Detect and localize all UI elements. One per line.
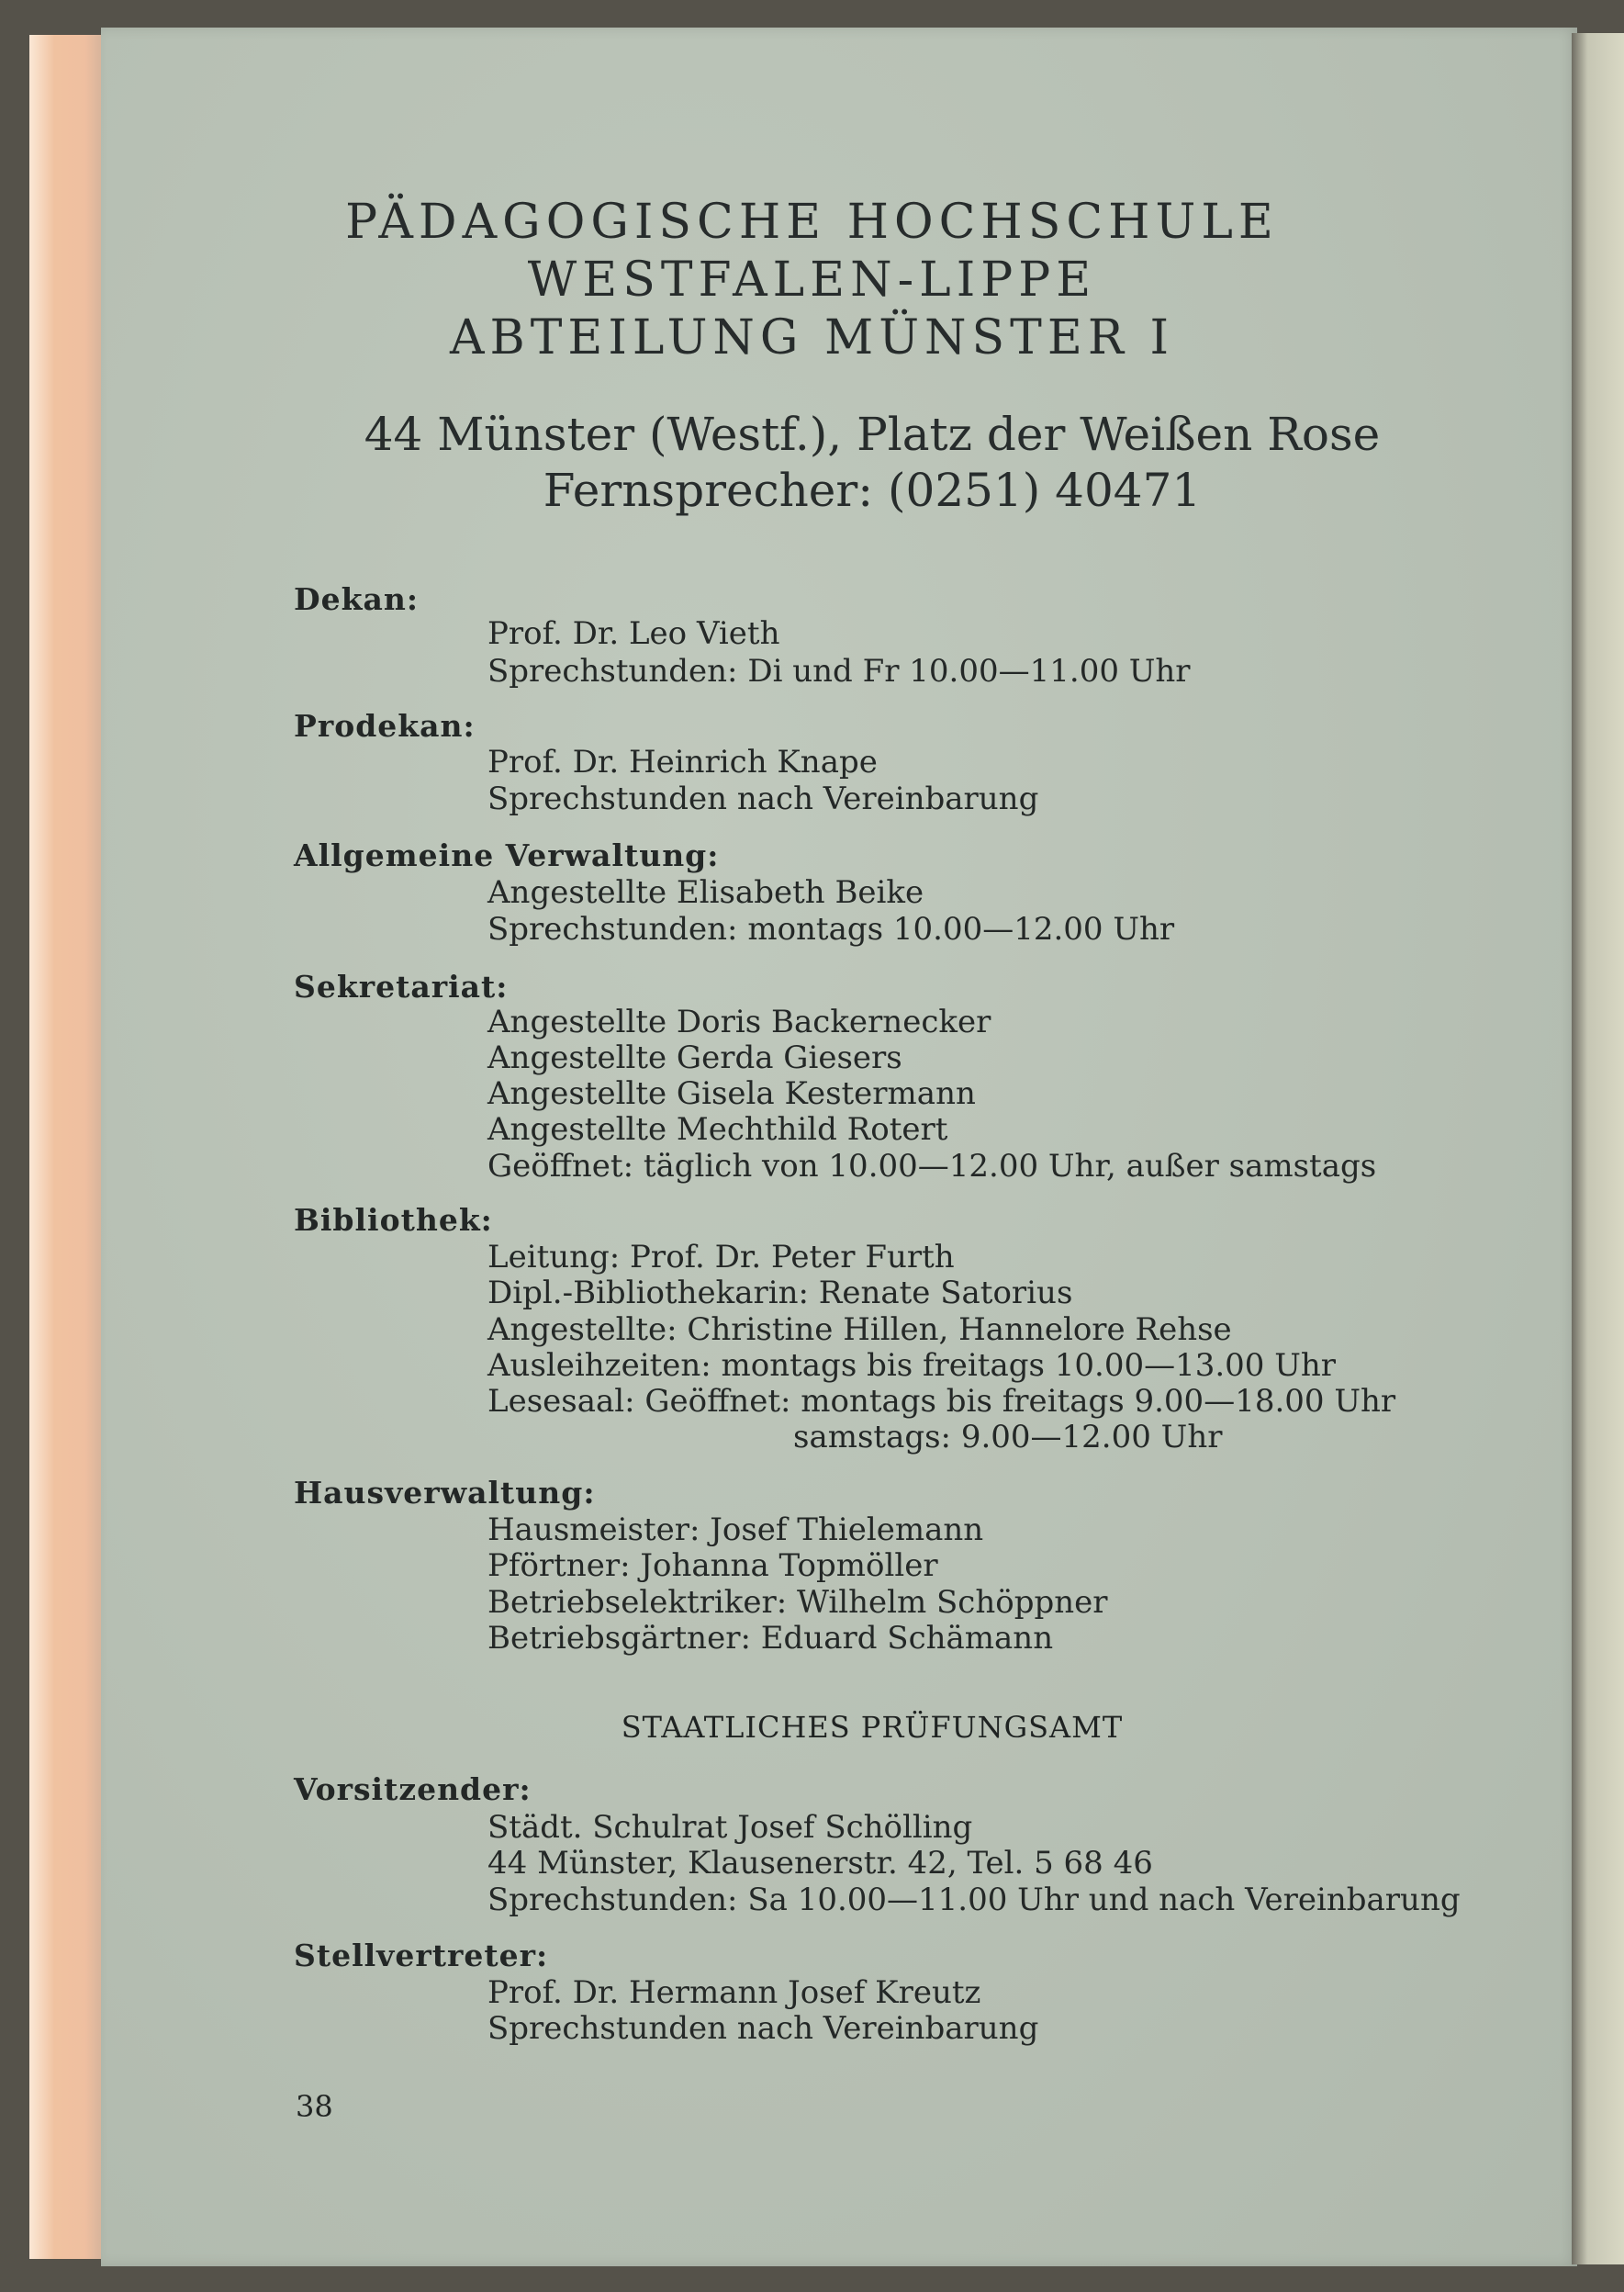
stellvertreter-line: Prof. Dr. Hermann Josef Kreutz — [487, 1974, 981, 2011]
verwaltung-line: Sprechstunden: montags 10.00—12.00 Uhr — [487, 911, 1175, 948]
address: 44 Münster (Westf.), Platz der Weißen Rose — [364, 408, 1381, 461]
prodekan-line: Prof. Dr. Heinrich Knape — [487, 744, 878, 781]
label-bibliothek: Bibliothek: — [294, 1202, 493, 1238]
hausverwaltung-line: Betriebselektriker: Wilhelm Schöppner — [487, 1584, 1108, 1621]
bibliothek-line: Leitung: Prof. Dr. Peter Furth — [487, 1239, 955, 1275]
section-heading-pruefungsamt: STAATLICHES PRÜFUNGSAMT — [621, 1710, 1124, 1745]
label-stellvertreter: Stellvertreter: — [294, 1938, 549, 1973]
title-line-1: PÄDAGOGISCHE HOCHSCHULE — [345, 195, 1279, 250]
sekretariat-line: Angestellte Doris Backernecker — [487, 1004, 991, 1040]
title-line-2: WESTFALEN-LIPPE — [527, 253, 1097, 308]
next-page-edge — [1572, 33, 1624, 2264]
vorsitzender-line: Städt. Schulrat Josef Schölling — [487, 1809, 973, 1846]
bibliothek-line: Angestellte: Christine Hillen, Hannelore Rehse — [487, 1311, 1232, 1348]
stellvertreter-line: Sprechstunden nach Vereinbarung — [487, 2010, 1039, 2047]
bibliothek-line: Lesesaal: Geöffnet: montags bis freitags 9.00—18.00 Uhr — [487, 1383, 1396, 1420]
label-vorsitzender: Vorsitzender: — [294, 1771, 532, 1807]
hausverwaltung-line: Hausmeister: Josef Thielemann — [487, 1511, 984, 1548]
hausverwaltung-line: Pförtner: Johanna Topmöller — [487, 1547, 938, 1584]
prodekan-line: Sprechstunden nach Vereinbarung — [487, 781, 1039, 817]
sekretariat-line: Angestellte Mechthild Rotert — [487, 1111, 948, 1148]
bibliothek-saturday: samstags: 9.00—12.00 Uhr — [793, 1419, 1223, 1455]
bibliothek-line: Dipl.-Bibliothekarin: Renate Satorius — [487, 1275, 1073, 1311]
page-number: 38 — [296, 2089, 333, 2124]
title-line-3: ABTEILUNG MÜNSTER I — [449, 310, 1175, 365]
label-verwaltung: Allgemeine Verwaltung: — [294, 837, 720, 873]
verwaltung-line: Angestellte Elisabeth Beike — [487, 874, 924, 911]
sekretariat-line: Angestellte Gisela Kestermann — [487, 1075, 976, 1112]
label-sekretariat: Sekretariat: — [294, 969, 509, 1005]
sekretariat-line: Angestellte Gerda Giesers — [487, 1039, 902, 1076]
label-hausverwaltung: Hausverwaltung: — [294, 1475, 596, 1511]
sekretariat-line: Geöffnet: täglich von 10.00—12.00 Uhr, außer samstags — [487, 1148, 1377, 1185]
dekan-line: Sprechstunden: Di und Fr 10.00—11.00 Uhr — [487, 653, 1191, 690]
vorsitzender-line: 44 Münster, Klausenerstr. 42, Tel. 5 68 46 — [487, 1845, 1153, 1882]
phone: Fernsprecher: (0251) 40471 — [543, 464, 1202, 517]
dekan-line: Prof. Dr. Leo Vieth — [487, 615, 780, 652]
bibliothek-line: Ausleihzeiten: montags bis freitags 10.00—13.00 Uhr — [487, 1347, 1337, 1384]
label-prodekan: Prodekan: — [294, 708, 476, 744]
vorsitzender-line: Sprechstunden: Sa 10.00—11.00 Uhr und nach Vereinbarung — [487, 1882, 1461, 1918]
hausverwaltung-line: Betriebsgärtner: Eduard Schämann — [487, 1620, 1054, 1657]
label-dekan: Dekan: — [294, 581, 420, 617]
